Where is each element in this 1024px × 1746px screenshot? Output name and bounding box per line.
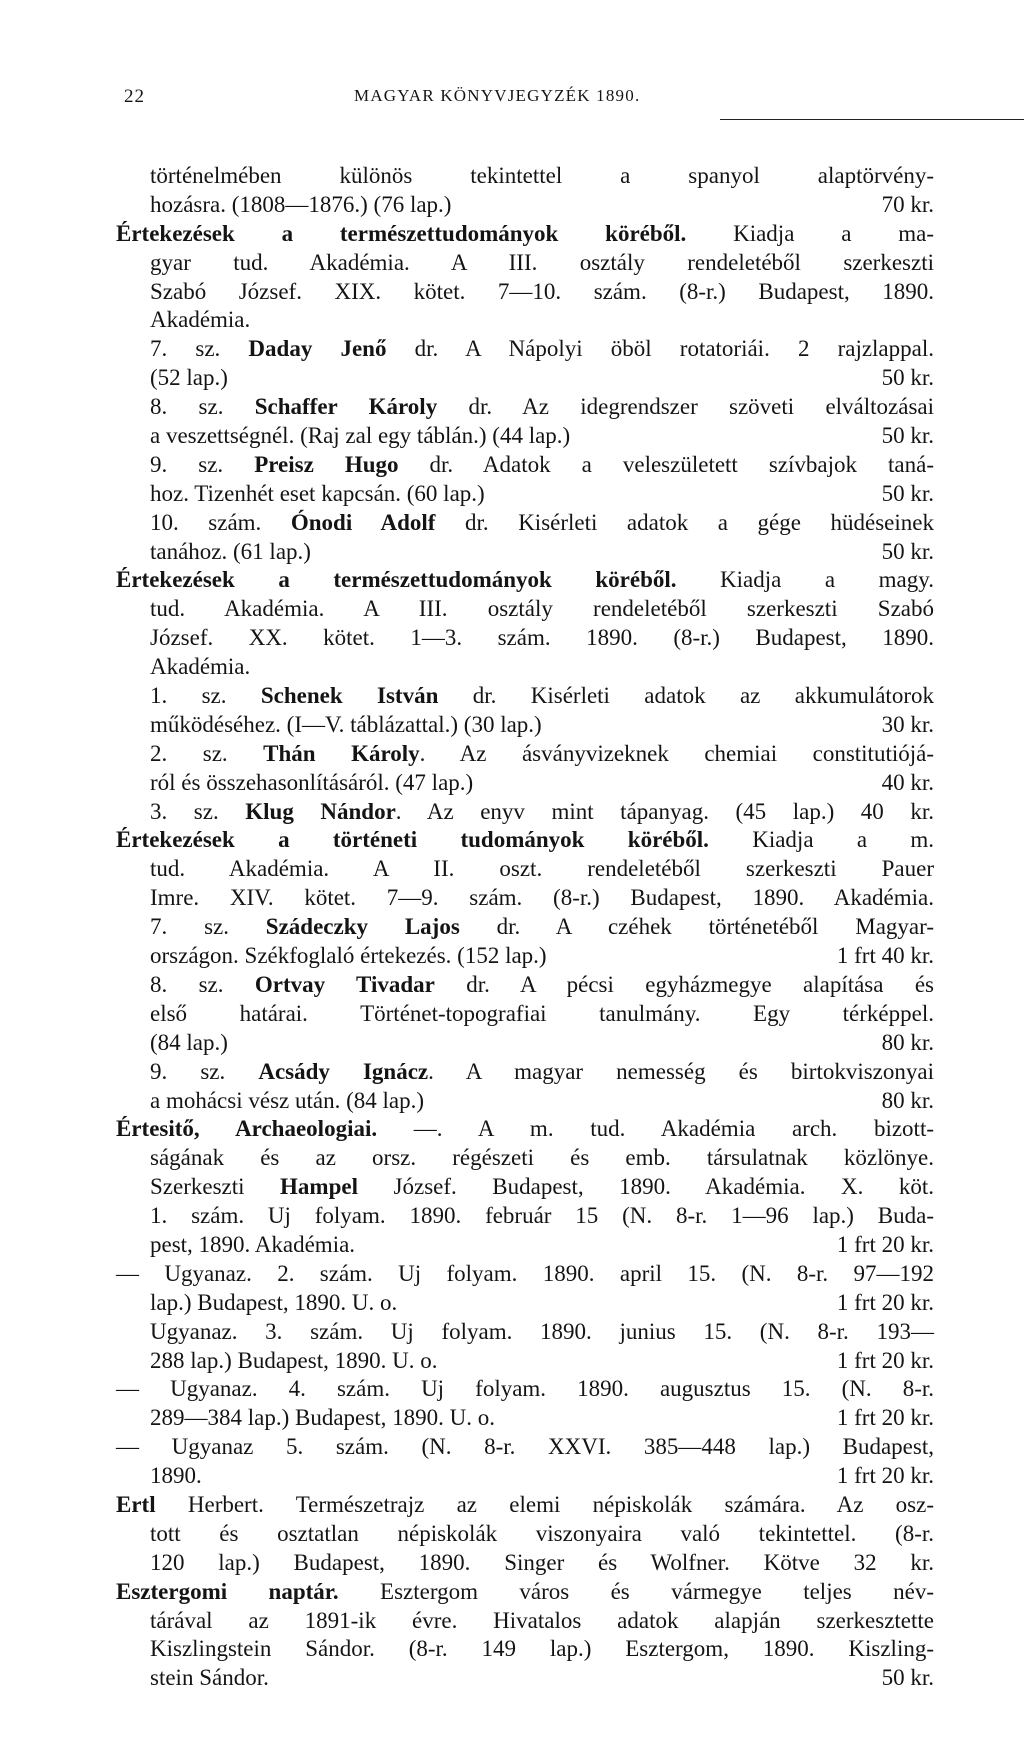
bibliography-text xyxy=(116,162,934,1693)
line-text: tott és osztatlan népiskolák viszonyaira való tekintettel. (8-r. xyxy=(150,1520,934,1546)
price: 1 frt 20 kr. xyxy=(836,1231,934,1257)
text-line xyxy=(116,624,934,653)
text-line xyxy=(116,1231,934,1260)
line-text: Értesitő, Archaeologiai. —. A m. tud. Akadémia arch. bizott- xyxy=(116,1116,934,1142)
line-text: 7. sz. Szádeczky Lajos dr. A czéhek történetéből Magyar- xyxy=(150,914,934,940)
text-line xyxy=(116,1404,934,1433)
price: 50 kr. xyxy=(881,538,934,564)
line-text: tud. Akadémia. A III. osztály rendeletéből szerkeszti Szabó xyxy=(150,596,934,622)
text-line xyxy=(116,913,934,942)
text-line xyxy=(116,1260,934,1289)
text-line xyxy=(116,682,934,711)
page-header xyxy=(124,82,934,116)
line-text: 120 lap.) Budapest, 1890. Singer és Wolfner. Kötve 32 kr. xyxy=(150,1549,934,1575)
line-text: Szerkeszti Hampel József. Budapest, 1890. Akadémia. X. köt. xyxy=(150,1174,934,1200)
price: 1 frt 20 kr. xyxy=(836,1289,934,1315)
line-text: országon. Székfoglaló értekezés. (152 lap.) xyxy=(150,943,547,969)
line-text: 3. sz. Klug Nándor. Az enyv mint tápanyag. (45 lap.) 40 kr. xyxy=(150,798,934,824)
price: 1 frt 40 kr. xyxy=(836,943,934,969)
line-text: — Ugyanaz. 2. szám. Uj folyam. 1890. april 15. (N. 8-r. 97—192 xyxy=(116,1260,934,1286)
price: 50 kr. xyxy=(881,365,934,391)
line-text: tárával az 1891-ik évre. Hivatalos adatok alapján szerkesztette xyxy=(150,1607,934,1633)
line-text: 8. sz. Schaffer Károly dr. Az idegrendszer szöveti elváltozásai xyxy=(150,394,934,420)
text-line xyxy=(116,451,934,480)
line-text: Esztergomi naptár. Esztergom város és vármegye teljes név- xyxy=(116,1578,935,1604)
text-line xyxy=(116,1607,934,1636)
line-text: ságának és az orsz. régészeti és emb. társulatnak közlönye. xyxy=(150,1145,934,1171)
text-line xyxy=(116,422,934,451)
line-text: 9. sz. Acsády Ignácz. A magyar nemesség és birtokviszonyai xyxy=(150,1058,934,1084)
line-text: Akadémia. xyxy=(150,307,251,333)
price: 30 kr. xyxy=(881,711,934,737)
text-line xyxy=(116,1635,934,1664)
line-text: — Ugyanaz. 4. szám. Uj folyam. 1890. augusztus 15. (N. 8-r. xyxy=(116,1376,934,1402)
text-line xyxy=(116,740,934,769)
text-line xyxy=(116,826,934,855)
line-text: tanához. (61 lap.) xyxy=(150,538,311,564)
text-line xyxy=(116,1115,934,1144)
line-text: stein Sándor. xyxy=(150,1665,269,1691)
line-text: — Ugyanaz 5. szám. (N. 8-r. XXVI. 385—448 lap.) Budapest, xyxy=(116,1434,934,1460)
line-text: Akadémia. xyxy=(150,654,251,680)
text-line xyxy=(116,1087,934,1116)
text-line xyxy=(116,1173,934,1202)
text-line xyxy=(116,595,934,624)
text-line xyxy=(116,1058,934,1087)
line-text: 2. sz. Thán Károly. Az ásványvizeknek chemiai constitutiójá- xyxy=(150,740,934,766)
line-text: történelmében különös tekintettel a spanyol alaptörvény- xyxy=(150,163,934,188)
text-line xyxy=(116,971,934,1000)
text-line xyxy=(116,566,934,595)
line-text: 1890. xyxy=(150,1463,202,1489)
text-line xyxy=(116,220,934,249)
line-text: ról és összehasonlításáról. (47 lap.) xyxy=(150,769,474,795)
text-line xyxy=(116,711,934,740)
text-line xyxy=(116,335,934,364)
line-text: 8. sz. Ortvay Tivadar dr. A pécsi egyházmegye alapítása és xyxy=(150,971,934,997)
text-line xyxy=(116,306,934,335)
line-text: a veszettségnél. (Raj zal egy táblán.) (44 lap.) xyxy=(150,423,571,449)
text-line xyxy=(116,1347,934,1376)
text-line xyxy=(116,1664,934,1693)
text-line xyxy=(116,1375,934,1404)
text-line xyxy=(116,1202,934,1231)
text-line xyxy=(116,1144,934,1173)
text-line xyxy=(116,855,934,884)
line-text: Értekezések a természettudományok köréből. Kiadja a magy. xyxy=(116,567,934,593)
line-text: lap.) Budapest, 1890. U. o. xyxy=(150,1289,398,1315)
text-line xyxy=(116,1318,934,1347)
price: 50 kr. xyxy=(881,1665,934,1691)
text-line xyxy=(116,1433,934,1462)
text-line xyxy=(116,1578,934,1607)
line-text: 10. szám. Ónodi Adolf dr. Kisérleti adatok a gége hüdéseinek xyxy=(150,509,934,535)
line-text: (84 lap.) xyxy=(150,1029,228,1055)
text-line xyxy=(116,249,934,278)
text-line xyxy=(116,884,934,913)
price: 1 frt 20 kr. xyxy=(836,1347,934,1373)
page-number: 22 xyxy=(124,86,145,107)
line-text: Értekezések a történeti tudományok köréből. Kiadja a m. xyxy=(116,827,934,853)
line-text: pest, 1890. Akadémia. xyxy=(150,1231,356,1257)
text-line xyxy=(116,538,934,567)
price: 1 frt 20 kr. xyxy=(836,1405,934,1431)
text-line xyxy=(116,769,934,798)
line-text: hoz. Tizenhét eset kapcsán. (60 lap.) xyxy=(150,480,485,506)
price: 70 kr. xyxy=(881,191,934,217)
line-text: 289—384 lap.) Budapest, 1890. U. o. xyxy=(150,1405,495,1431)
line-text: (52 lap.) xyxy=(150,365,228,391)
line-text: 288 lap.) Budapest, 1890. U. o. xyxy=(150,1347,438,1373)
text-line xyxy=(116,509,934,538)
line-text: Imre. XIV. kötet. 7—9. szám. (8-r.) Budapest, 1890. Akadémia. xyxy=(150,885,934,911)
line-text: József. XX. kötet. 1—3. szám. 1890. (8-r.) Budapest, 1890. xyxy=(150,625,934,651)
line-text: első határai. Történet-topografiai tanulmány. Egy térképpel. xyxy=(150,1000,934,1026)
text-line xyxy=(116,942,934,971)
running-title: MAGYAR KÖNYVJEGYZÉK 1890. xyxy=(354,86,641,105)
text-line xyxy=(116,393,934,422)
text-line xyxy=(116,1029,934,1058)
line-text: tud. Akadémia. A II. oszt. rendeletéből szerkeszti Pauer xyxy=(150,856,934,882)
text-line xyxy=(116,1520,934,1549)
text-line xyxy=(116,1000,934,1029)
text-line xyxy=(116,191,934,220)
price: 80 kr. xyxy=(881,1029,934,1055)
line-text: 1. sz. Schenek István dr. Kisérleti adatok az akkumulátorok xyxy=(150,683,934,709)
line-text: Kiszlingstein Sándor. (8-r. 149 lap.) Esztergom, 1890. Kiszling- xyxy=(150,1636,934,1662)
text-line xyxy=(116,1289,934,1318)
price: 50 kr. xyxy=(881,480,934,506)
line-text: Ertl Herbert. Természetrajz az elemi népiskolák számára. Az osz- xyxy=(116,1491,934,1517)
price: 40 kr. xyxy=(881,769,934,795)
line-text: 1. szám. Uj folyam. 1890. február 15 (N. 8-r. 1—96 lap.) Buda- xyxy=(150,1203,934,1229)
text-line xyxy=(116,364,934,393)
price: 80 kr. xyxy=(881,1087,934,1113)
price: 1 frt 20 kr. xyxy=(836,1463,934,1489)
text-line xyxy=(116,480,934,509)
line-text: Szabó József. XIX. kötet. 7—10. szám. (8-r.) Budapest, 1890. xyxy=(150,278,934,304)
text-line xyxy=(116,798,934,827)
text-line xyxy=(116,278,934,307)
line-text: a mohácsi vész után. (84 lap.) xyxy=(150,1087,424,1113)
text-line xyxy=(116,1462,934,1491)
price: 50 kr. xyxy=(881,423,934,449)
header-rule xyxy=(720,119,1024,120)
line-text: gyar tud. Akadémia. A III. osztály rendeletéből szerkeszti xyxy=(150,249,934,275)
text-line xyxy=(116,653,934,682)
line-text: működéséhez. (I—V. táblázattal.) (30 lap.) xyxy=(150,711,542,737)
text-line xyxy=(116,1549,934,1578)
text-line xyxy=(116,162,934,191)
line-text: Ugyanaz. 3. szám. Uj folyam. 1890. junius 15. (N. 8-r. 193— xyxy=(150,1318,934,1344)
line-text: 7. sz. Daday Jenő dr. A Nápolyi öböl rotatoriái. 2 rajzlappal. xyxy=(150,336,934,362)
line-text: hozásra. (1808—1876.) (76 lap.) xyxy=(150,191,452,217)
text-line xyxy=(116,1491,934,1520)
line-text: Értekezések a természettudományok köréből. Kiadja a ma- xyxy=(116,220,934,246)
line-text: 9. sz. Preisz Hugo dr. Adatok a veleszületett szívbajok taná- xyxy=(150,451,934,477)
